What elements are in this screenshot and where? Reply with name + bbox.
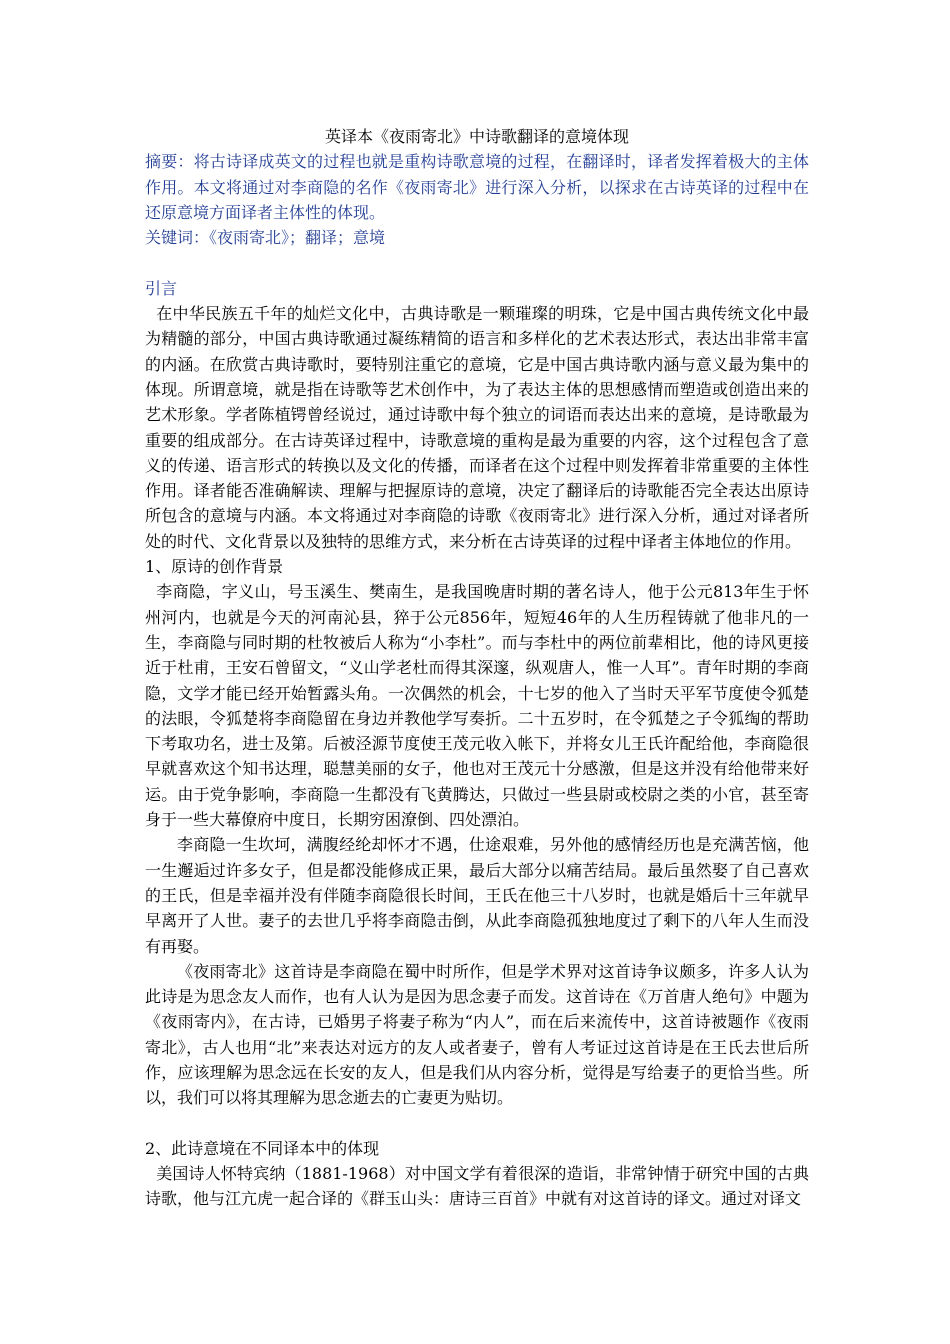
blank-line (145, 250, 809, 275)
section1-heading: 1、原诗的创作背景 (145, 557, 284, 577)
document-page (145, 124, 809, 1212)
section2-heading: 2、此诗意境在不同译本中的体现 (145, 1138, 380, 1158)
blank-line (145, 1111, 809, 1136)
document-title: 英译本《夜雨寄北》中诗歌翻译的意境体现 (324, 127, 629, 146)
abstract-paragraph: 摘要：将古诗译成英文的过程也就是重构诗歌意境的过程，在翻译时，译者发挥着极大的主体作用。本文将通过对李商隐的名作《夜雨寄北》进行深入分析，以探求在古诗英译的过程中在还原意境方面译者主体性的体现。 (145, 152, 809, 222)
keywords-line: 关键词：《夜雨寄北》；翻译；意境 (145, 228, 386, 248)
intro-heading: 引言 (145, 278, 178, 298)
intro-paragraph: 在中华民族五千年的灿烂文化中，古典诗歌是一颗璀璨的明珠，它是中国古典传统文化中最为精髓的部分，中国古典诗歌通过凝练精简的语言和多样化的艺术表达形式，表达出非常丰富的内涵。在欣赏古典诗歌时，要特别注重它的意境，它是中国古典诗歌内涵与意义最为集中的体现。所谓意境，就是指在诗歌等艺术创作中，为了表达主体的思想感情而塑造或创造出来的艺术形象。学者陈植锷曾经说过，通过诗歌中每个独立的词语而表达出来的意境，是诗歌最为重要的组成部分。在古诗英译过程中，诗歌意境的重构是最为重要的内容，这个过程包含了意义的传递、语言形式的转换以及文化的传播，而译者在这个过程中则发挥着非常重要的主体性作用。译者能否准确解读、理解与把握原诗的意境，决定了翻译后的诗歌能否完全表达出原诗所包含的意境与内涵。本文将通过对李商隐的诗歌《夜雨寄北》进行深入分析，通过对译者所处的时代、文化背景以及独特的思维方式，来分析在古诗英译的过程中译者主体地位的作用。 (145, 304, 809, 551)
section1-paragraph-2: 李商隐一生坎坷，满腹经纶却怀才不遇，仕途艰难，另外他的感情经历也是充满苦恼，他一生邂逅过许多女子，但是都没能修成正果，最后大部分以痛苦结局。最后虽然娶了自己喜欢的王氏，但是幸福并没有伴随李商隐很长时间，王氏在他三十八岁时，也就是婚后十三年就早早离开了人世。妻子的去世几乎将李商隐击倒，从此李商隐孤独地度过了剩下的八年人生而没有再娶。 (145, 835, 809, 956)
section1-paragraph-1: 李商隐，字义山，号玉溪生、樊南生，是我国晚唐时期的著名诗人，他于公元813年生于怀州河内，也就是今天的河南沁县，猝于公元856年，短短46年的人生历程铸就了他非凡的一生，李商隐与同时期的杜牧被后人称为“小李杜”。而与李杜中的两位前辈相比，他的诗风更接近于杜甫，王安石曾留文，“义山学老杜而得其深邃，纵观唐人，惟一人耳”。青年时期的李商隐，文学才能已经开始暂露头角。一次偶然的机会，十七岁的他入了当时天平军节度使令狐楚的法眼，令狐楚将李商隐留在身边并教他学写奏折。二十五岁时，在令狐楚之子令狐绹的帮助下考取功名，进士及第。后被泾源节度使王茂元收入帐下，并将女儿王氏许配给他，李商隐很早就喜欢这个知书达理，聪慧美丽的女子，他也对王茂元十分感激，但是这并没有给他带来好运。由于党争影响，李商隐一生都没有飞黄腾达，只做过一些县尉或校尉之类的小官，甚至寄身于一些大幕僚府中度日，长期穷困潦倒、四处漂泊。 (145, 582, 809, 830)
section2-paragraph-1: 美国诗人怀特宾纳（1881-1968）对中国文学有着很深的造诣，非常钟情于研究中国的古典诗歌，他与江亢虎一起合译的《群玉山头：唐诗三百首》中就有对这首诗的译文。通过对译文 (145, 1164, 809, 1209)
section1-paragraph-3: 《夜雨寄北》这首诗是李商隐在蜀中时所作，但是学术界对这首诗争议颇多，许多人认为此诗是为思念友人而作，也有人认为是因为思念妻子而发。这首诗在《万首唐人绝句》中题为《夜雨寄内》，在古诗，已婚男子将妻子称为“内人”，而在后来流传中，这首诗被题作《夜雨寄北》，古人也用“北”来表达对远方的友人或者妻子，曾有人考证过这首诗是在王氏去世后所作，应该理解为思念远在长安的友人，但是我们从内容分析，觉得是写给妻子的更恰当些。所以，我们可以将其理解为思念逝去的亡妻更为贴切。 (145, 961, 809, 1108)
